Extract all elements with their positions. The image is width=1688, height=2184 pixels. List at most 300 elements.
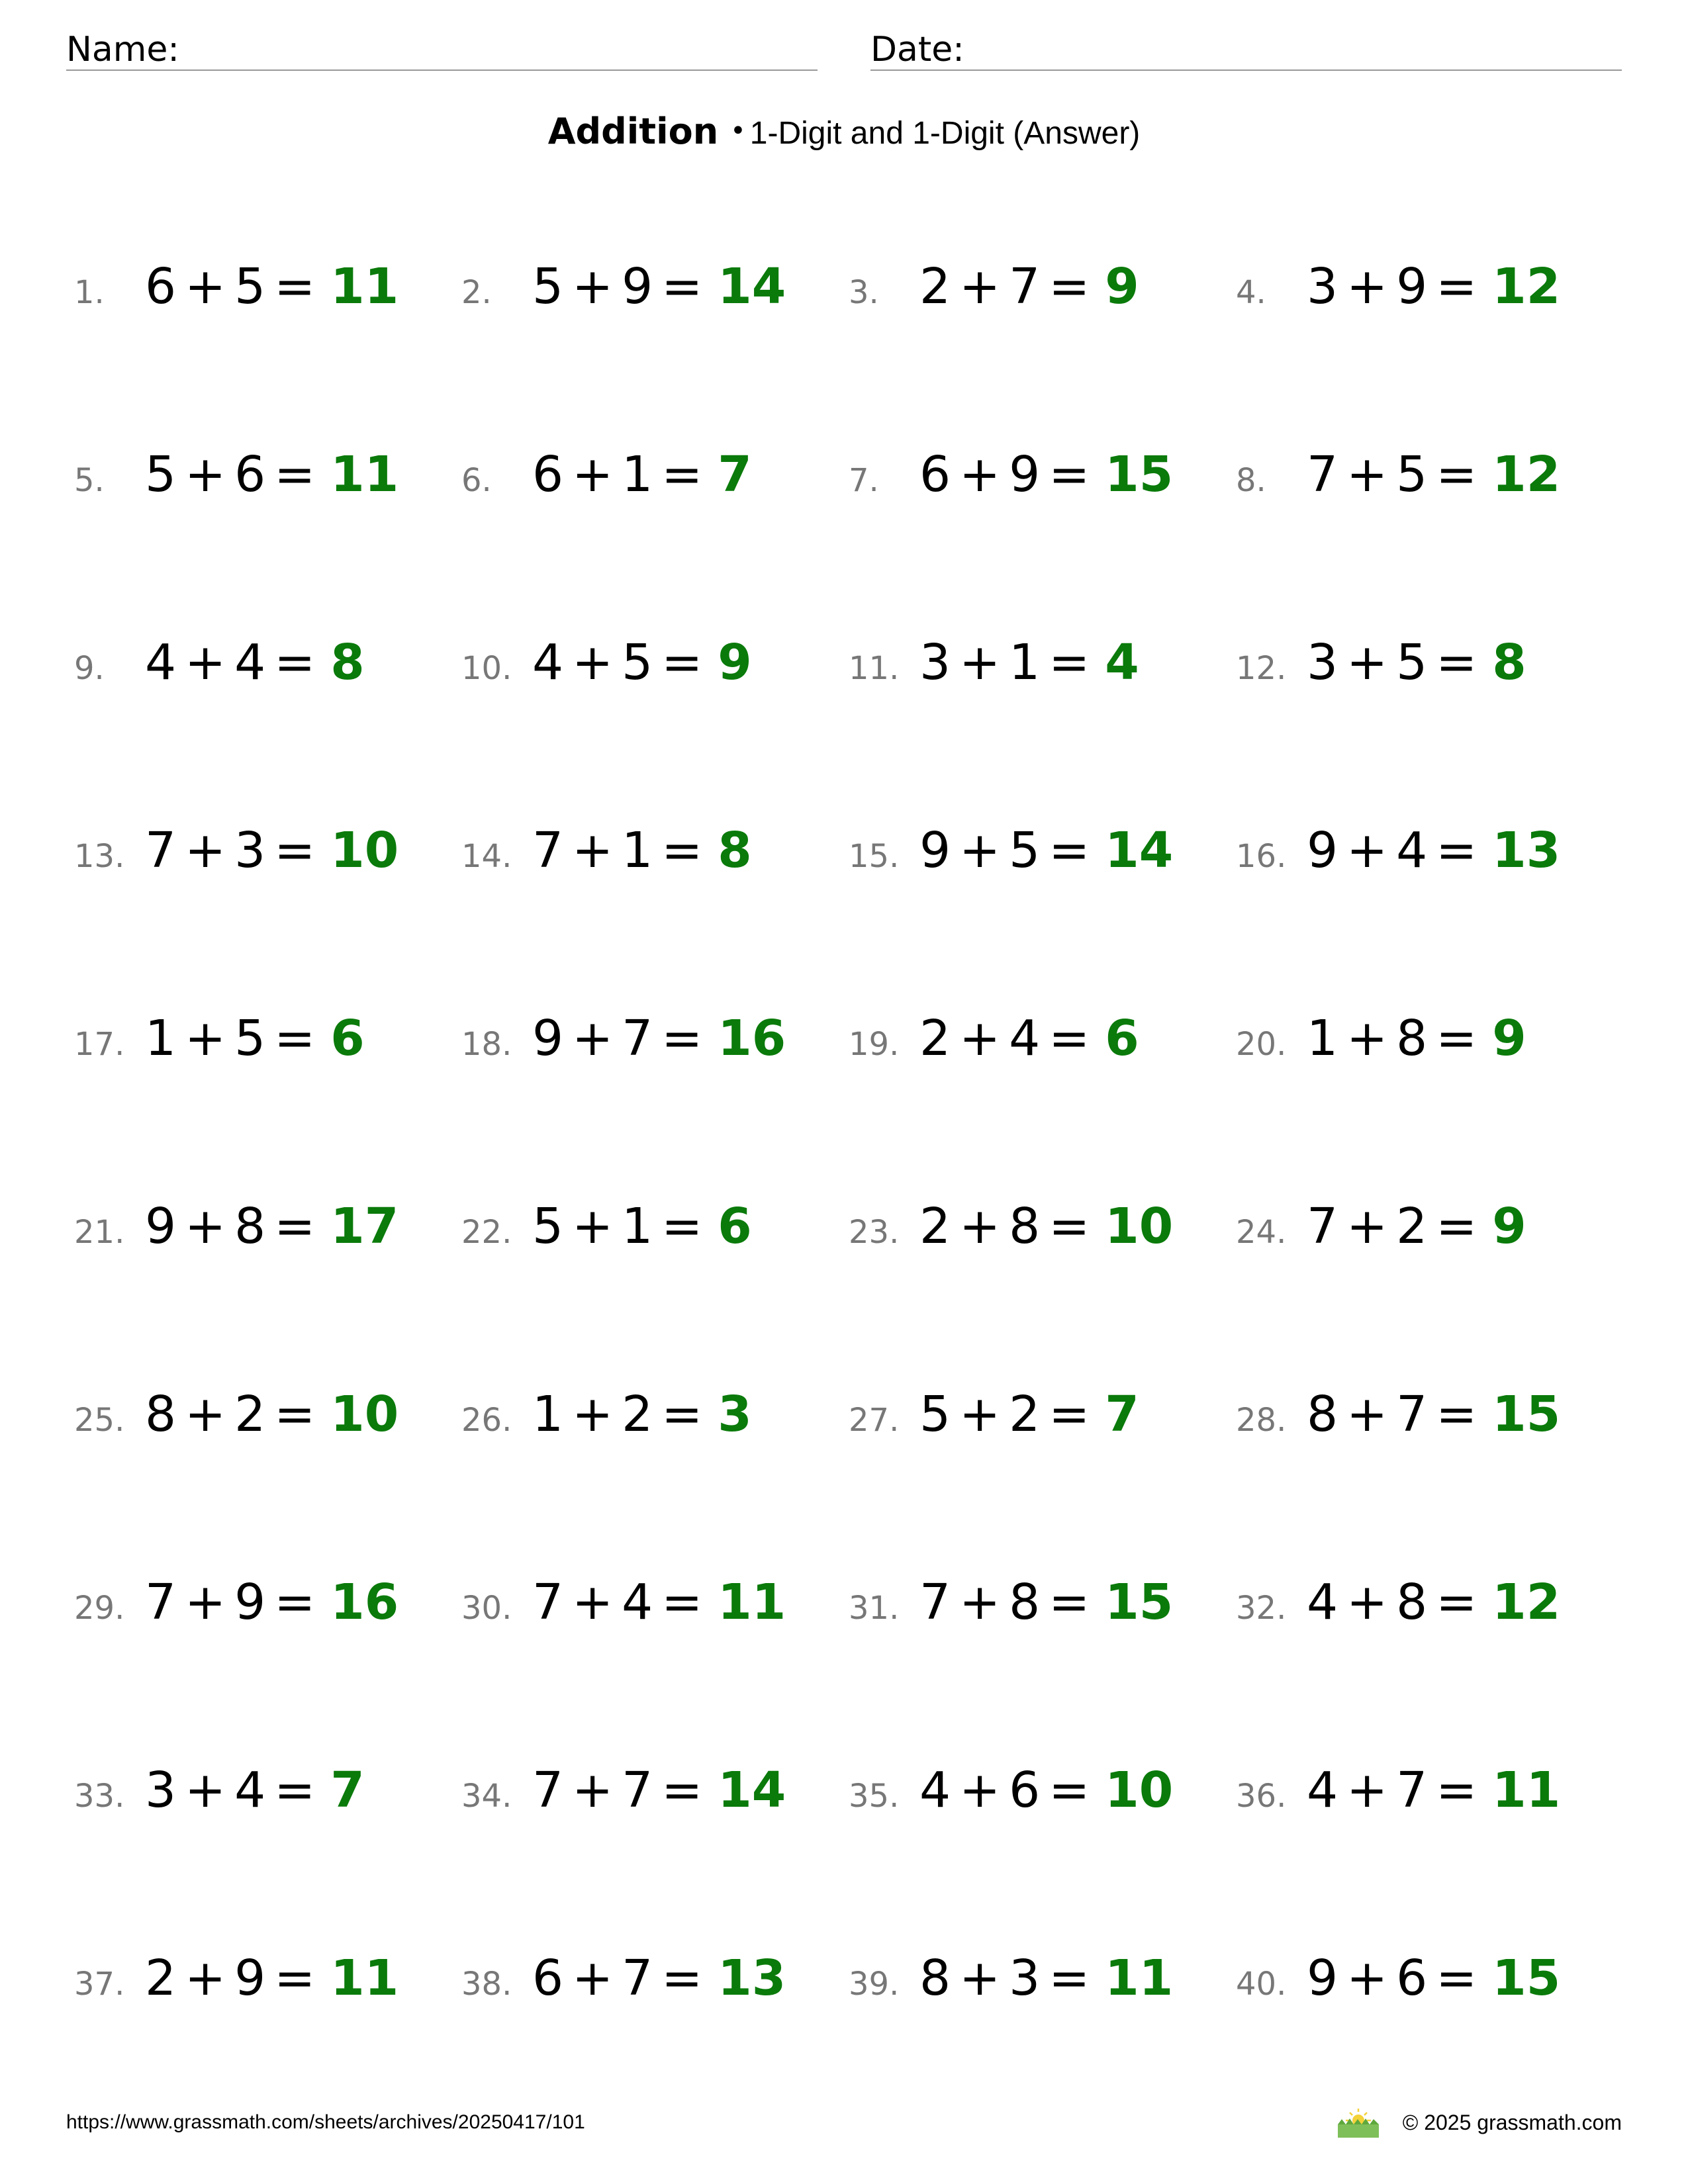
equals-sign: = — [661, 1386, 704, 1443]
footer-copyright-block — [1334, 2106, 1622, 2139]
problem-answer: 11 — [1105, 1950, 1174, 2007]
equals-sign: = — [1436, 1198, 1478, 1255]
equals-sign: = — [1049, 1950, 1091, 2007]
addend-b: 4 — [622, 1574, 654, 1631]
addend-a: 4 — [1307, 1574, 1339, 1631]
problem-answer: 14 — [718, 258, 786, 315]
addend-a: 7 — [532, 822, 565, 879]
problem-number: 4. — [1236, 274, 1266, 311]
equals-sign: = — [274, 634, 316, 691]
equals-sign: = — [1436, 822, 1478, 879]
addend-a: 7 — [1307, 1198, 1339, 1255]
problem-number: 11. — [849, 650, 900, 687]
equals-sign: = — [1049, 1010, 1091, 1067]
problem-answer: 15 — [1105, 446, 1174, 503]
problem-answer: 10 — [1105, 1762, 1174, 1819]
problem-answer: 13 — [718, 1950, 786, 2007]
date-label: Date: — [870, 30, 964, 69]
problem-item — [461, 258, 786, 338]
plus-sign: + — [572, 446, 614, 503]
problem-answer: 9 — [718, 634, 752, 691]
problem-number: 8. — [1236, 462, 1266, 499]
title-main: Addition — [547, 111, 719, 152]
plus-sign: + — [959, 1762, 1002, 1819]
addend-a: 5 — [532, 1198, 565, 1255]
addend-b: 3 — [234, 822, 267, 879]
equals-sign: = — [274, 1762, 316, 1819]
problem-item — [461, 1010, 786, 1089]
problem-item — [1236, 1386, 1560, 1465]
problem-answer: 16 — [330, 1574, 399, 1631]
addend-a: 3 — [145, 1762, 177, 1819]
problem-item — [849, 1386, 1139, 1465]
problem-answer: 15 — [1492, 1386, 1561, 1443]
addend-a: 6 — [532, 446, 565, 503]
addend-a: 3 — [1307, 634, 1339, 691]
problem-expression — [532, 1010, 711, 1067]
problem-item — [74, 1386, 399, 1465]
problem-item — [849, 822, 1173, 901]
addend-a: 6 — [532, 1950, 565, 2007]
problem-answer: 9 — [1492, 1010, 1526, 1067]
footer-copyright: © 2025 grassmath.com — [1402, 2110, 1622, 2134]
problem-number: 35. — [849, 1778, 900, 1815]
problem-expression — [1307, 1574, 1485, 1631]
plus-sign: + — [185, 1762, 227, 1819]
equals-sign: = — [1049, 634, 1091, 691]
addend-b: 4 — [234, 634, 267, 691]
plus-sign: + — [959, 258, 1002, 315]
addend-b: 9 — [1396, 258, 1429, 315]
equals-sign: = — [1049, 258, 1091, 315]
addend-a: 3 — [919, 634, 952, 691]
equals-sign: = — [1436, 1386, 1478, 1443]
problem-item — [1236, 1010, 1526, 1089]
problem-answer: 13 — [1492, 822, 1561, 879]
problem-item — [1236, 258, 1560, 338]
equals-sign: = — [274, 1950, 316, 2007]
addend-a: 5 — [532, 258, 565, 315]
problem-number: 3. — [849, 274, 879, 311]
addend-a: 1 — [145, 1010, 177, 1067]
addend-b: 5 — [1009, 822, 1041, 879]
problem-item — [461, 1198, 752, 1277]
addend-a: 8 — [145, 1386, 177, 1443]
plus-sign: + — [572, 1386, 614, 1443]
problem-number: 7. — [849, 462, 879, 499]
problem-number: 21. — [74, 1214, 125, 1251]
problem-item — [461, 446, 752, 525]
addend-b: 7 — [1396, 1386, 1429, 1443]
problem-answer: 10 — [330, 822, 399, 879]
name-field[interactable] — [66, 20, 818, 71]
plus-sign: + — [572, 1574, 614, 1631]
addend-a: 7 — [919, 1574, 952, 1631]
problem-item — [461, 1950, 786, 2029]
equals-sign: = — [274, 446, 316, 503]
problem-item — [1236, 634, 1526, 713]
problem-number: 29. — [74, 1590, 125, 1627]
addend-a: 9 — [919, 822, 952, 879]
addend-a: 7 — [532, 1574, 565, 1631]
problem-answer: 8 — [330, 634, 365, 691]
problem-number: 38. — [461, 1966, 512, 2003]
addend-a: 2 — [145, 1950, 177, 2007]
plus-sign: + — [1346, 1010, 1389, 1067]
problem-item — [1236, 1762, 1560, 1841]
equals-sign: = — [1049, 446, 1091, 503]
addend-a: 7 — [1307, 446, 1339, 503]
addend-b: 8 — [1009, 1198, 1041, 1255]
addend-b: 8 — [1396, 1574, 1429, 1631]
problem-number: 27. — [849, 1402, 900, 1439]
equals-sign: = — [1049, 1762, 1091, 1819]
problem-answer: 12 — [1492, 1574, 1561, 1631]
problem-item — [849, 1762, 1173, 1841]
problem-expression — [532, 446, 711, 503]
plus-sign: + — [959, 1950, 1002, 2007]
equals-sign: = — [661, 258, 704, 315]
addend-a: 8 — [1307, 1386, 1339, 1443]
plus-sign: + — [1346, 258, 1389, 315]
problem-number: 15. — [849, 838, 900, 875]
page-title — [0, 105, 1688, 160]
equals-sign: = — [1436, 446, 1478, 503]
addend-a: 4 — [1307, 1762, 1339, 1819]
addend-a: 7 — [145, 822, 177, 879]
problem-number: 6. — [461, 462, 492, 499]
plus-sign: + — [185, 822, 227, 879]
addend-b: 9 — [234, 1574, 267, 1631]
plus-sign: + — [959, 446, 1002, 503]
problem-answer: 8 — [718, 822, 752, 879]
problem-number: 18. — [461, 1026, 512, 1063]
addend-b: 5 — [1396, 446, 1429, 503]
problem-answer: 6 — [330, 1010, 365, 1067]
problem-item — [74, 258, 399, 338]
problem-expression — [1307, 1010, 1485, 1067]
plus-sign: + — [1346, 1950, 1389, 2007]
problem-answer: 14 — [1105, 822, 1174, 879]
problem-item — [1236, 822, 1560, 901]
problem-answer: 14 — [718, 1762, 786, 1819]
problem-expression — [145, 446, 324, 503]
problem-answer: 15 — [1492, 1950, 1561, 2007]
plus-sign: + — [1346, 1574, 1389, 1631]
equals-sign: = — [274, 1386, 316, 1443]
problem-number: 36. — [1236, 1778, 1287, 1815]
plus-sign: + — [572, 1198, 614, 1255]
plus-sign: + — [959, 1574, 1002, 1631]
equals-sign: = — [661, 1198, 704, 1255]
plus-sign: + — [959, 634, 1002, 691]
addend-b: 7 — [622, 1010, 654, 1067]
problem-number: 13. — [74, 838, 125, 875]
problem-expression — [532, 1386, 711, 1443]
addend-a: 4 — [145, 634, 177, 691]
problem-item — [74, 822, 399, 901]
problem-number: 34. — [461, 1778, 512, 1815]
equals-sign: = — [274, 258, 316, 315]
plus-sign: + — [572, 1010, 614, 1067]
problem-item — [461, 1574, 786, 1653]
addend-b: 9 — [1009, 446, 1041, 503]
addend-b: 5 — [622, 634, 654, 691]
problem-answer: 16 — [718, 1010, 786, 1067]
problem-expression — [1307, 1762, 1485, 1819]
plus-sign: + — [1346, 1386, 1389, 1443]
problem-item — [74, 1762, 365, 1841]
equals-sign: = — [1049, 1574, 1091, 1631]
problem-answer: 10 — [1105, 1198, 1174, 1255]
problem-expression — [1307, 1950, 1485, 2007]
problem-number: 33. — [74, 1778, 125, 1815]
problem-number: 28. — [1236, 1402, 1287, 1439]
equals-sign: = — [1436, 258, 1478, 315]
equals-sign: = — [1049, 1198, 1091, 1255]
problem-expression — [145, 634, 324, 691]
problem-expression — [145, 1010, 324, 1067]
problem-expression — [919, 1010, 1098, 1067]
problem-expression — [532, 1762, 711, 1819]
problem-item — [74, 1950, 399, 2029]
problem-item — [74, 1574, 399, 1653]
addend-a: 9 — [145, 1198, 177, 1255]
addend-a: 4 — [532, 634, 565, 691]
problem-answer: 6 — [718, 1198, 752, 1255]
equals-sign: = — [661, 1010, 704, 1067]
addend-b: 5 — [1396, 634, 1429, 691]
problem-answer: 7 — [1105, 1386, 1139, 1443]
problem-expression — [919, 1386, 1098, 1443]
addend-b: 7 — [1009, 258, 1041, 315]
addend-a: 5 — [145, 446, 177, 503]
plus-sign: + — [959, 1010, 1002, 1067]
addend-b: 6 — [234, 446, 267, 503]
problem-expression — [1307, 1198, 1485, 1255]
plus-sign: + — [572, 822, 614, 879]
problem-answer: 12 — [1492, 258, 1561, 315]
problem-expression — [532, 634, 711, 691]
equals-sign: = — [1049, 822, 1091, 879]
equals-sign: = — [661, 1574, 704, 1631]
problem-expression — [919, 1950, 1098, 2007]
problem-expression — [532, 822, 711, 879]
plus-sign: + — [959, 1386, 1002, 1443]
problem-number: 31. — [849, 1590, 900, 1627]
problem-number: 12. — [1236, 650, 1287, 687]
problem-item — [849, 1950, 1173, 2029]
addend-a: 2 — [919, 1010, 952, 1067]
equals-sign: = — [1436, 1574, 1478, 1631]
addend-a: 7 — [145, 1574, 177, 1631]
problem-expression — [1307, 258, 1485, 315]
plus-sign: + — [185, 1386, 227, 1443]
problem-answer: 7 — [330, 1762, 365, 1819]
equals-sign: = — [661, 1950, 704, 2007]
problem-number: 19. — [849, 1026, 900, 1063]
addend-b: 5 — [234, 1010, 267, 1067]
problem-item — [849, 1574, 1173, 1653]
problem-answer: 7 — [718, 446, 752, 503]
problem-expression — [919, 634, 1098, 691]
addend-b: 6 — [1009, 1762, 1041, 1819]
problem-expression — [919, 822, 1098, 879]
problem-item — [461, 822, 752, 901]
equals-sign: = — [1049, 1386, 1091, 1443]
problem-expression — [145, 1386, 324, 1443]
plus-sign: + — [1346, 1198, 1389, 1255]
problem-answer: 15 — [1105, 1574, 1174, 1631]
problem-answer: 11 — [330, 258, 399, 315]
equals-sign: = — [1436, 634, 1478, 691]
addend-b: 1 — [622, 446, 654, 503]
equals-sign: = — [1436, 1010, 1478, 1067]
equals-sign: = — [661, 822, 704, 879]
problem-number: 24. — [1236, 1214, 1287, 1251]
addend-b: 4 — [1396, 822, 1429, 879]
problem-item — [74, 1198, 399, 1277]
problem-expression — [532, 1198, 711, 1255]
problem-item — [1236, 1198, 1526, 1277]
problem-item — [74, 634, 365, 713]
addend-b: 3 — [1009, 1950, 1041, 2007]
problem-item — [849, 1198, 1173, 1277]
problem-expression — [919, 258, 1098, 315]
grass-sun-logo-icon — [1334, 2106, 1383, 2139]
problem-expression — [145, 258, 324, 315]
addend-b: 5 — [234, 258, 267, 315]
problem-number: 40. — [1236, 1966, 1287, 2003]
problem-number: 22. — [461, 1214, 512, 1251]
problem-expression — [919, 1198, 1098, 1255]
addend-b: 2 — [234, 1386, 267, 1443]
equals-sign: = — [661, 634, 704, 691]
problem-expression — [1307, 822, 1485, 879]
problem-item — [849, 446, 1173, 525]
plus-sign: + — [185, 258, 227, 315]
addend-b: 4 — [1009, 1010, 1041, 1067]
problem-expression — [145, 1574, 324, 1631]
addend-b: 8 — [1396, 1010, 1429, 1067]
plus-sign: + — [572, 258, 614, 315]
problem-answer: 3 — [718, 1386, 752, 1443]
addend-b: 7 — [622, 1762, 654, 1819]
plus-sign: + — [185, 1950, 227, 2007]
problem-item — [1236, 1950, 1560, 2029]
plus-sign: + — [1346, 634, 1389, 691]
problem-item — [461, 634, 752, 713]
problem-answer: 11 — [330, 446, 399, 503]
problem-item — [1236, 446, 1560, 525]
plus-sign: + — [185, 1010, 227, 1067]
problem-number: 2. — [461, 274, 492, 311]
problem-answer: 10 — [330, 1386, 399, 1443]
problem-number: 37. — [74, 1966, 125, 2003]
problem-expression — [145, 1198, 324, 1255]
problem-expression — [1307, 634, 1485, 691]
addend-a: 9 — [1307, 1950, 1339, 2007]
problem-expression — [919, 1574, 1098, 1631]
addend-a: 1 — [532, 1386, 565, 1443]
problem-number: 39. — [849, 1966, 900, 2003]
plus-sign: + — [1346, 1762, 1389, 1819]
problem-grid — [0, 218, 1688, 2071]
addend-b: 1 — [622, 1198, 654, 1255]
equals-sign: = — [1436, 1950, 1478, 2007]
addend-a: 8 — [919, 1950, 952, 2007]
addend-a: 4 — [919, 1762, 952, 1819]
plus-sign: + — [185, 446, 227, 503]
date-field[interactable] — [870, 20, 1622, 71]
problem-number: 10. — [461, 650, 512, 687]
problem-answer: 12 — [1492, 446, 1561, 503]
problem-item — [849, 634, 1139, 713]
plus-sign: + — [1346, 446, 1389, 503]
problem-number: 32. — [1236, 1590, 1287, 1627]
problem-expression — [145, 822, 324, 879]
problem-answer: 6 — [1105, 1010, 1139, 1067]
addend-a: 7 — [532, 1762, 565, 1819]
equals-sign: = — [274, 1010, 316, 1067]
addend-b: 2 — [622, 1386, 654, 1443]
problem-expression — [532, 1574, 711, 1631]
problem-number: 17. — [74, 1026, 125, 1063]
addend-b: 9 — [622, 258, 654, 315]
addend-a: 5 — [919, 1386, 952, 1443]
addend-b: 4 — [234, 1762, 267, 1819]
equals-sign: = — [274, 1574, 316, 1631]
problem-expression — [145, 1950, 324, 2007]
problem-number: 16. — [1236, 838, 1287, 875]
problem-expression — [532, 1950, 711, 2007]
equals-sign: = — [661, 1762, 704, 1819]
addend-b: 1 — [622, 822, 654, 879]
problem-item — [461, 1762, 786, 1841]
problem-expression — [919, 446, 1098, 503]
problem-answer: 11 — [1492, 1762, 1561, 1819]
addend-a: 6 — [919, 446, 952, 503]
plus-sign: + — [959, 822, 1002, 879]
problem-number: 1. — [74, 274, 105, 311]
footer-url: https://www.grassmath.com/sheets/archives/20250417/101 — [66, 2111, 585, 2133]
problem-expression — [145, 1762, 324, 1819]
plus-sign: + — [185, 1198, 227, 1255]
addend-a: 9 — [532, 1010, 565, 1067]
problem-expression — [1307, 446, 1485, 503]
equals-sign: = — [661, 446, 704, 503]
problem-answer: 17 — [330, 1198, 399, 1255]
addend-b: 8 — [234, 1198, 267, 1255]
plus-sign: + — [185, 634, 227, 691]
name-label: Name: — [66, 30, 179, 69]
problem-item — [74, 446, 399, 525]
addend-b: 2 — [1396, 1198, 1429, 1255]
plus-sign: + — [572, 634, 614, 691]
plus-sign: + — [1346, 822, 1389, 879]
addend-a: 9 — [1307, 822, 1339, 879]
plus-sign: + — [185, 1574, 227, 1631]
problem-answer: 4 — [1105, 634, 1139, 691]
problem-item — [849, 258, 1139, 338]
problem-number: 14. — [461, 838, 512, 875]
problem-answer: 9 — [1492, 1198, 1526, 1255]
addend-b: 7 — [1396, 1762, 1429, 1819]
problem-number: 9. — [74, 650, 105, 687]
plus-sign: + — [572, 1762, 614, 1819]
problem-expression — [532, 258, 711, 315]
problem-answer: 11 — [718, 1574, 786, 1631]
